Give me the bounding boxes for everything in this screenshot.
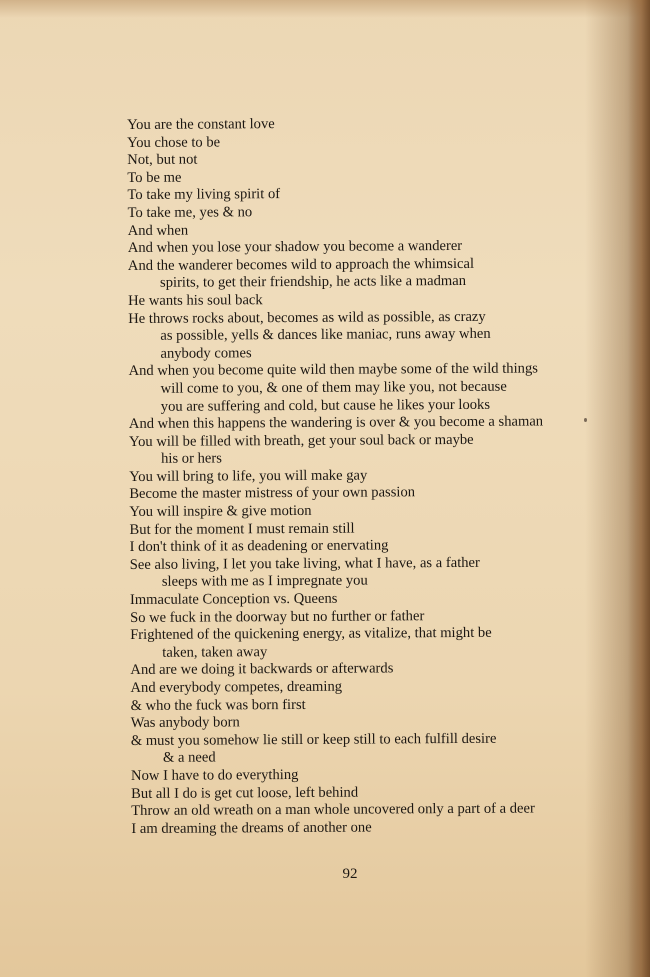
- poem-line: So we fuck in the doorway but no further or father: [130, 607, 425, 626]
- poem-line: you are suffering and cold, but cause he likes your looks: [160, 396, 491, 415]
- poem-line: Immaculate Conception vs. Queens: [129, 590, 338, 609]
- poem-line: Was anybody born: [130, 714, 240, 732]
- poem-line: But for the moment I must remain still: [129, 520, 355, 538]
- poem-line: his or hers: [161, 450, 222, 468]
- poem-line: You chose to be: [127, 134, 221, 151]
- poem-line: And are we doing it backwards or afterwards: [130, 660, 394, 679]
- poem-line: See also living, I let you take living, what I have, as a father: [129, 554, 480, 573]
- poem-line: And everybody competes, dreaming: [130, 678, 343, 696]
- poem-line: To take my living spirit of: [127, 186, 281, 204]
- poem-line: But all I do is get cut loose, left behind: [131, 784, 359, 802]
- poem-line: taken, taken away: [162, 643, 268, 661]
- poem-line: He throws rocks about, becomes as wild as possible, as crazy: [128, 308, 486, 327]
- poem-line: Not, but not: [127, 151, 198, 169]
- poem-line: sleeps with me as I impregnate you: [161, 572, 368, 591]
- poem-line: Throw an old wreath on a man whole uncovered only a part of a deer: [131, 800, 535, 820]
- poem-line: You will inspire & give motion: [129, 502, 312, 521]
- poem-line: Frightened of the quickening energy, as vitalize, that might be: [130, 625, 492, 644]
- page-top-shadow: [0, 0, 650, 18]
- poem-line: Become the master mistress of your own passion: [129, 484, 416, 503]
- poem-line: Now I have to do everything: [130, 766, 299, 784]
- poem-line: And when you lose your shadow you become a wanderer: [127, 238, 463, 257]
- poem-line: will come to you, & one of them may like you, not because: [160, 378, 507, 397]
- poem-line: I don't think of it as deadening or enervating: [129, 537, 389, 556]
- poem-line: & a need: [162, 749, 216, 767]
- poem-line: And the wanderer becomes wild to approach the whimsical: [127, 255, 475, 274]
- poem-line: To be me: [127, 169, 182, 186]
- poem-line: anybody comes: [160, 344, 252, 362]
- poem-line: You will be filled with breath, get your soul back or maybe: [128, 431, 474, 450]
- poem-line: You are the constant love: [127, 116, 275, 133]
- page-number: 92: [342, 866, 358, 882]
- poem-line: & must you somehow lie still or keep still to each fulfill desire: [130, 730, 497, 749]
- poem-line: I am dreaming the dreams of another one: [131, 819, 372, 837]
- poem-line: And when you become quite wild then maybe some of the wild things: [128, 360, 538, 380]
- page-binding-shadow: [628, 0, 650, 977]
- poem-line: And when: [127, 222, 189, 239]
- poem-line: To take me, yes & no: [127, 204, 253, 221]
- poem-line: He wants his soul back: [128, 292, 263, 309]
- poem-line: & who the fuck was born first: [130, 696, 306, 714]
- poem-line: And when this happens the wandering is over & you become a shaman: [128, 413, 544, 433]
- poem-text: [127, 114, 601, 838]
- poem-line: as possible, yells & dances like maniac, runs away when: [160, 325, 491, 344]
- poem-line: You will bring to life, you will make gay: [129, 467, 368, 485]
- poem-line: spirits, to get their friendship, he acts like a madman: [159, 273, 467, 292]
